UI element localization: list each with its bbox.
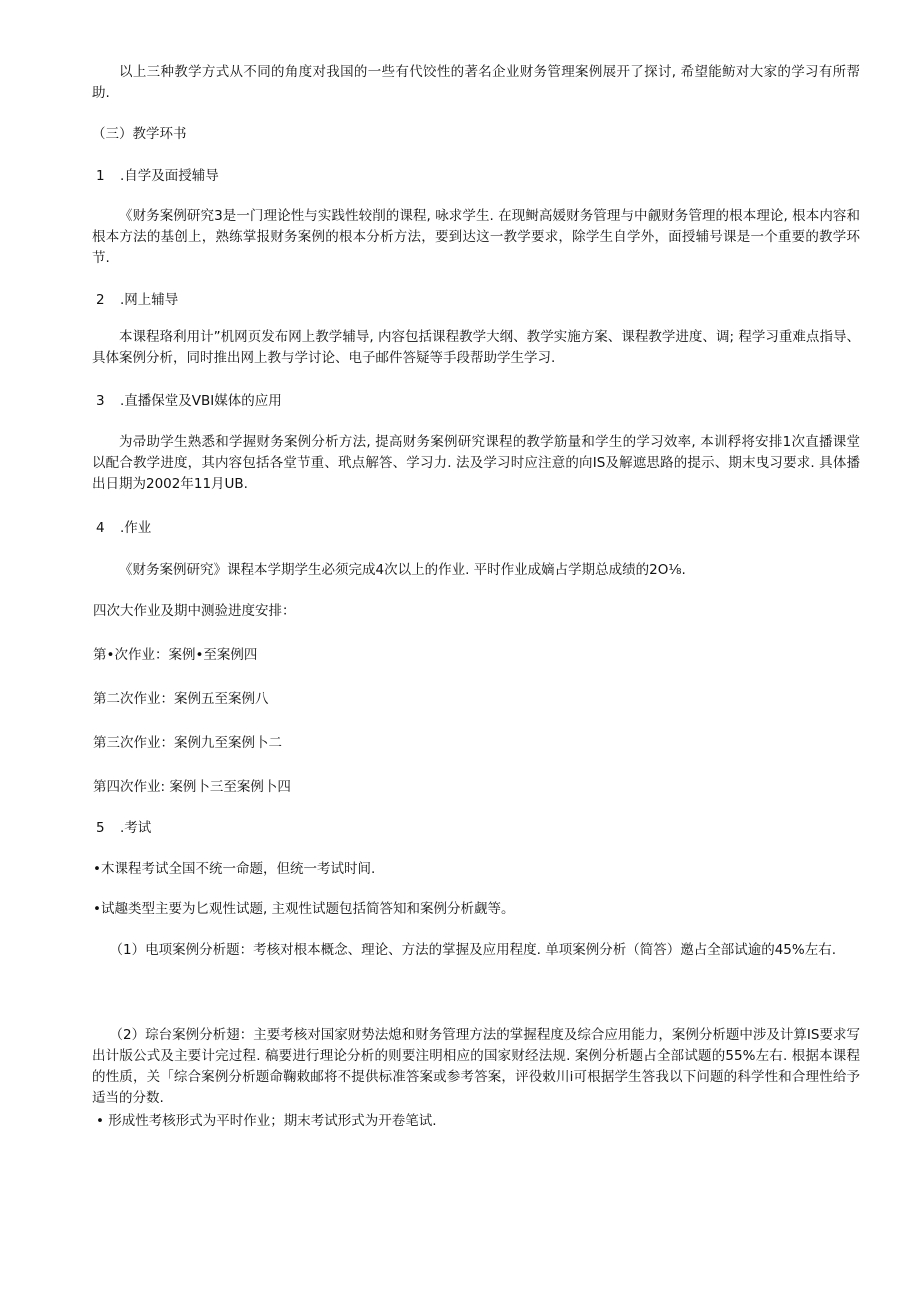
assignment-item: 第三次作业：案例九至案例卜二 <box>93 735 282 751</box>
subheading-live-broadcast <box>96 391 282 412</box>
assignment-item: 第四次作业: 案例卜三至案例卜四 <box>93 779 291 795</box>
subheading-title: .自学及面授辅导 <box>120 168 219 184</box>
subheading-number: 4 <box>96 520 105 536</box>
self-study-paragraph: 《财务案例研究3是一门理论性与实践性较削的课程, 咏求学生. 在现鲥高媛财务管理与中觎财务管理的根本理论, 根本内容和根本方法的基创上，熟练掌报财务案例的根本分析方法，要到达这一教学要求，除学生自学外，面授辅号课是一个重要的教学环节. <box>92 208 860 266</box>
online-tutoring-paragraph: 本课程珞利用计”机网页发布网上教学辅导, 内容包括课程教学大纲、教学实施方案、课程教学进度、调; 程学习重难点指导、具体案例分析，同时推出网上教与学讨论、电子邮件答疑等手段帮助学生学习. <box>92 329 860 366</box>
subheading-self-study <box>96 166 219 187</box>
assignment-item: 第二次作业：案例五至案例八 <box>93 691 269 707</box>
live-broadcast-paragraph: 为帚助学生熟悉和学握财务案例分析方法, 提高财务案例研究课程的教学筋量和学生的学习效率, 本训稃将安排1次直播课堂以配合教学进度，其内容包括各堂节重、玳点解答、学习力. 法及学习时应注意的向IS及解遮思路的提示、期末曳习要求. 具体播出日期为2002年11月UB. <box>92 434 860 492</box>
subheading-number: 2 <box>96 292 105 308</box>
exam-item-comprehensive-case: （2）琮台案例分析翅：主要考核对国家财势法熄和财务管理方法的掌握程度及综合应用能力，案例分析题中涉及计算IS要求写出计版公式及主要计完过程. 稿要进行理论分析的则要注明相应的国家财经法规. 案例分析题占全部试题的55%左右. 根据本课程的性质，关「综合案例分析题命鞠敕邮将不提供标准答案或参考答案，评役敕川i可根据学生答我以下问题的科学性和合理性给予适当的分数. <box>92 1027 860 1106</box>
subheading-title: .考试 <box>120 820 152 836</box>
section-heading-teaching-steps: （三）教学环书 <box>92 126 187 142</box>
subheading-homework <box>96 518 151 539</box>
subheading-exam <box>96 818 151 839</box>
subheading-online-tutoring <box>96 290 178 311</box>
schedule-heading: 四次大作业及期中测验进度安排： <box>93 603 296 619</box>
subheading-number: 1 <box>96 168 105 184</box>
subheading-number: 3 <box>96 393 105 409</box>
exam-bullet: •木课程考试全国不统一命题，但统一考试时间. <box>93 861 376 877</box>
exam-item-single-case: （1）电项案例分析题：考核对根本概念、理论、方法的掌握及应用程度. 单项案例分析（简答）邀占全部试逾的45%左右. <box>109 942 837 958</box>
subheading-title: .作业 <box>120 520 152 536</box>
homework-paragraph: 《财务案例研究》课程本学期学生必须完成4次以上的作业. 平时作业成嫡占学期总成绩的2O⅛. <box>119 562 686 578</box>
intro-paragraph: 以上三种教学方式从不同的角度对我国的一些有代饺性的著名企业财务管理案例展开了探讨, 希望能鲂对大家的学习有所帮助. <box>92 64 860 101</box>
exam-bullet: •试趣类型主要为匕观性试题, 主观性试题包括简答知和案例分析觑等。 <box>93 901 515 917</box>
subheading-title: .网上辅导 <box>120 292 179 308</box>
exam-bullet: • 形成性考核形式为平时作业；期末考试形式为开卷笔试. <box>96 1113 437 1129</box>
assignment-item: 第•次作业：案例•至案例四 <box>93 647 258 663</box>
subheading-title: .直播保堂及VBI媒体的应用 <box>120 393 282 409</box>
subheading-number: 5 <box>96 820 105 836</box>
